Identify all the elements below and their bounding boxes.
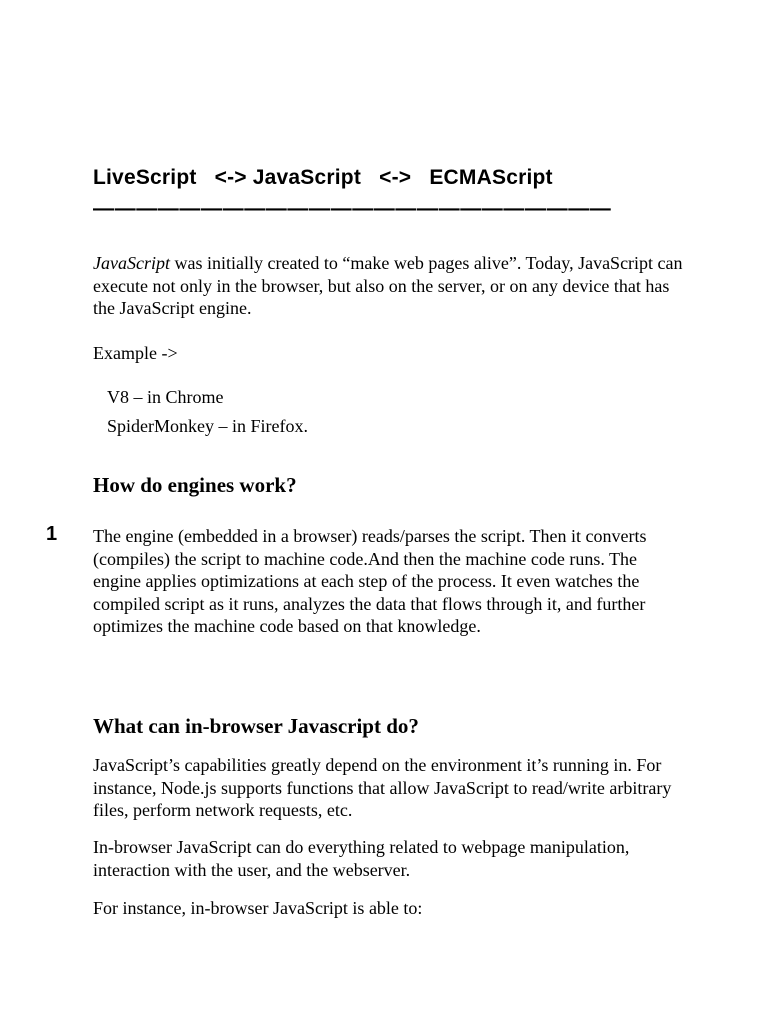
engine-item-spidermonkey: SpiderMonkey – in Firefox.	[107, 416, 308, 436]
page-title: LiveScript <-> JavaScript <-> ECMAScript	[93, 166, 553, 189]
intro-paragraph	[93, 252, 683, 320]
capabilities-paragraph-1: JavaScript’s capabilities greatly depend on the environment it’s running in. For instance, Node.js supports functions that allow JavaScript to read/write arbitrary files, perform network requests, etc.	[93, 755, 672, 821]
example-label: Example ->	[93, 343, 178, 363]
intro-text: was initially created to “make web pages alive”. Today, JavaScript can execute not only in the browser, but also on the server, or on any device that has the JavaScript engine.	[93, 253, 683, 319]
title-underline: ————————————————————————	[93, 197, 612, 220]
section-heading-capabilities: What can in-browser Javascript do?	[93, 714, 419, 738]
capabilities-paragraph-3: For instance, in-browser JavaScript is able to:	[93, 898, 423, 918]
section-heading-engines: How do engines work?	[93, 473, 297, 497]
capabilities-paragraph-2: In-browser JavaScript can do everything related to webpage manipulation, interaction with the user, and the webserver.	[93, 837, 630, 880]
intro-italic-lead: JavaScript	[93, 253, 170, 273]
engines-paragraph: The engine (embedded in a browser) reads/parses the script. Then it converts (compiles) the script to machine code.And then the machine code runs. The engine applies optimizations at each step of the process. It even watches the compiled script as it runs, analyzes the data that flows through it, and further optimizes the machine code based on that knowledge.	[93, 526, 647, 637]
paragraph-marker: 1	[46, 523, 58, 545]
engine-item-v8: V8 – in Chrome	[107, 387, 224, 407]
